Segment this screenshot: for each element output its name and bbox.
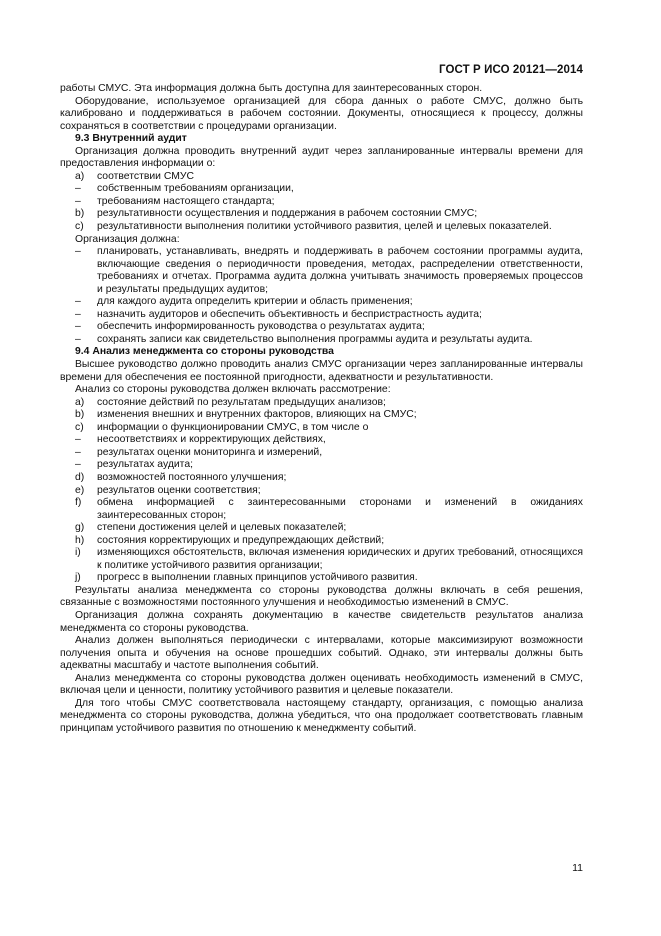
page-number: 11 xyxy=(572,862,583,874)
list-item xyxy=(60,497,583,522)
section-heading: 9.3 Внутренний аудит xyxy=(75,133,187,145)
list-item-text: результатах аудита; xyxy=(97,459,193,471)
list-item xyxy=(60,522,583,535)
list-item xyxy=(60,572,583,585)
list-item xyxy=(60,296,583,309)
list-item-text: требованиям настоящего стандарта; xyxy=(97,195,275,207)
paragraph: работы СМУС. Эта информация должна быть доступна для заинтересованных сторон. xyxy=(60,83,483,94)
list-marker: d) xyxy=(75,471,85,483)
list-marker: – xyxy=(75,459,81,471)
paragraph: Оборудование, используемое организацией для сбора данных о работе СМУС, должно быть калибровано и поддерживаться в рабочем состоянии. Документы, относящиеся к процессу, должны сохраняться в соответствии с процедурами организации. xyxy=(60,95,583,132)
list-marker: j) xyxy=(75,572,81,584)
list-marker: – xyxy=(75,333,81,345)
list-item-text: соответствии СМУС xyxy=(97,170,194,182)
list-marker: i) xyxy=(75,547,81,559)
list-item xyxy=(60,334,583,347)
list-marker: g) xyxy=(75,522,85,534)
list-item-text: назначить аудиторов и обеспечить объективность и беспристрастность аудита; xyxy=(97,308,482,320)
list-item-text: обеспечить информированность руководства о результатах аудита; xyxy=(97,321,425,333)
list-marker: c) xyxy=(75,221,84,233)
list-item-text: состояния корректирующих и предупреждающих действий; xyxy=(97,534,385,546)
paragraph: Организация должна проводить внутренний аудит через запланированные интервалы времени для предоставления информации о: xyxy=(60,145,583,170)
list-item xyxy=(60,409,583,422)
list-item xyxy=(60,547,583,572)
list-marker: b) xyxy=(75,409,85,421)
list-item-text: степени достижения целей и целевых показателей; xyxy=(97,522,347,534)
list-marker: f) xyxy=(75,497,82,509)
list-marker: a) xyxy=(75,170,85,182)
list-item xyxy=(60,459,583,472)
paragraph: Для того чтобы СМУС соответствовала настоящему стандарту, организация, с помощью анализа менеджмента со стороны руководства, должна убедиться, что она продолжает соответствовать главным принципам устойчивого развития по отношению к менеджменту событий. xyxy=(60,697,583,734)
list-marker: – xyxy=(75,183,81,195)
list-item-text: планировать, устанавливать, внедрять и поддерживать в рабочем состоянии программы аудита, включающие сведения о периодичности проведения, методах, распределении ответственности, требованиях и отчетах. Программа аудита должна учитывать значимость проверяемых процессов и результаты предыдущих аудитов; xyxy=(97,246,583,295)
list-item-text: изменяющихся обстоятельств, включая изменения юридических и других требований, относящихся к политике устойчивого развития организации; xyxy=(97,547,583,571)
paragraph: Результаты анализа менеджмента со стороны руководства должны включать в себя решения, связанные с возможностями постоянного улучшения и необходимостью изменений в СМУС. xyxy=(60,584,583,609)
document-header: ГОСТ Р ИСО 20121—2014 xyxy=(438,64,583,76)
paragraph: Организация должна сохранять документацию в качестве свидетельств результатов анализа менеджмента со стороны руководства. xyxy=(60,609,583,634)
list-item xyxy=(60,535,583,548)
list-item xyxy=(60,246,583,296)
list-item xyxy=(60,171,583,184)
paragraph: Организация должна: xyxy=(75,233,180,245)
paragraph: Анализ менеджмента со стороны руководства должен оценивать необходимость изменений в СМУС, включая цели и ценности, политику устойчивого развития и целевые показатели. xyxy=(60,672,583,697)
list-item-text: состояние действий по результатам предыдущих анализов; xyxy=(97,396,386,408)
list-marker: a) xyxy=(75,396,85,408)
list-marker: – xyxy=(75,308,81,320)
list-item xyxy=(60,221,583,234)
list-item-text: прогресс в выполнении главных принципов устойчивого развития. xyxy=(97,572,418,584)
list-item xyxy=(60,309,583,322)
list-item xyxy=(60,485,583,498)
list-marker: c) xyxy=(75,421,84,433)
list-marker: – xyxy=(75,321,81,333)
section-heading: 9.4 Анализ менеджмента со стороны руководства xyxy=(75,346,334,358)
list-item-text: несоответствиях и корректирующих действиях, xyxy=(97,434,326,446)
paragraph: Анализ со стороны руководства должен включать рассмотрение: xyxy=(75,384,391,396)
list-item-text: собственным требованиям организации, xyxy=(97,183,294,195)
list-marker: b) xyxy=(75,208,85,220)
list-item xyxy=(60,447,583,460)
list-marker: – xyxy=(75,246,81,258)
list-item xyxy=(60,397,583,410)
paragraph: Высшее руководство должно проводить анализ СМУС организации через запланированные интервалы времени для обеспечения ее постоянной пригодности, адекватности и результативности. xyxy=(60,359,583,383)
list-item xyxy=(60,196,583,209)
list-marker: e) xyxy=(75,484,85,496)
list-item xyxy=(60,321,583,334)
list-marker: – xyxy=(75,446,81,458)
list-item xyxy=(60,183,583,196)
paragraph: Анализ должен выполняться периодически с интервалами, которые максимизируют возможности получения опыта и обучения на основе прошедших событий. Однако, эти интервалы должны быть адекватны масштабу и частоте выполнения событий. xyxy=(60,635,583,672)
list-item-text: информации о функционировании СМУС, в том числе о xyxy=(97,421,369,433)
list-item-text: результативности выполнения политики устойчивого развития, целей и целевых показателей. xyxy=(97,221,552,233)
list-marker: h) xyxy=(75,534,85,546)
list-item-text: для каждого аудита определить критерии и область применения; xyxy=(97,296,413,308)
list-marker: – xyxy=(75,296,81,308)
list-item-text: сохранять записи как свидетельство выполнения программы аудита и результаты аудита. xyxy=(97,333,533,345)
list-item xyxy=(60,434,583,447)
list-item-text: обмена информацией с заинтересованными сторонами и изменений в ожиданиях заинтересованных сторон; xyxy=(97,497,583,521)
list-item xyxy=(60,472,583,485)
list-item-text: возможностей постоянного улучшения; xyxy=(97,471,287,483)
list-marker: – xyxy=(75,195,81,207)
list-item-text: результатов оценки соответствия; xyxy=(97,484,261,496)
list-item xyxy=(60,208,583,221)
list-item-text: результатах оценки мониторинга и измерений, xyxy=(97,446,323,458)
list-marker: – xyxy=(75,434,81,446)
list-item xyxy=(60,422,583,435)
list-item-text: изменения внешних и внутренних факторов, влияющих на СМУС; xyxy=(97,409,417,421)
list-item-text: результативности осуществления и поддержания в рабочем состоянии СМУС; xyxy=(97,208,478,220)
document-body xyxy=(60,83,583,735)
